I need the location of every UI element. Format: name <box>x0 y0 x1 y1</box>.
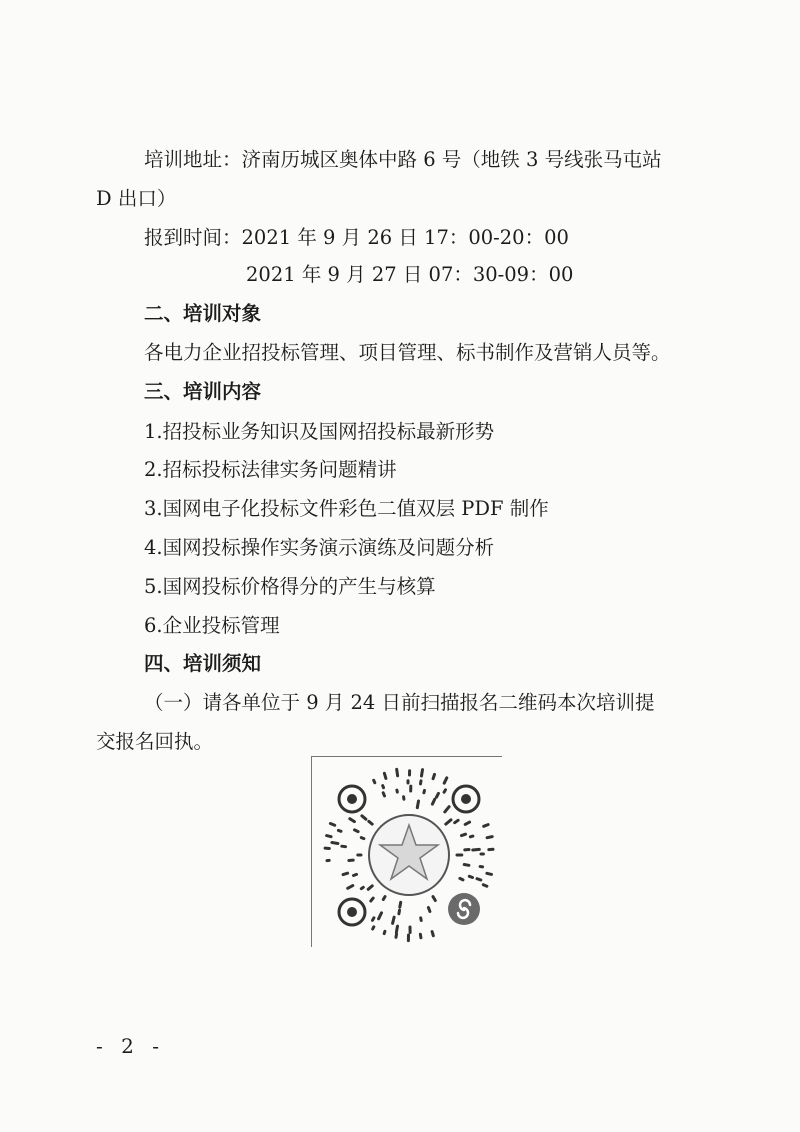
qr-ray <box>368 886 372 889</box>
finder-top-right <box>453 786 479 812</box>
qr-ray <box>470 836 473 837</box>
content-item-5: 5.国网投标价格得分的产生与核算 <box>144 575 436 598</box>
qr-ray <box>397 769 398 776</box>
training-address-line: 培训地址：济南历城区奥体中路 6 号（地铁 3 号线张马屯站 <box>144 148 662 171</box>
qr-ray <box>330 824 334 826</box>
qr-ray <box>393 917 395 923</box>
qr-ray <box>379 913 382 919</box>
mini-program-code-icon <box>311 756 502 947</box>
qr-ray <box>444 790 445 792</box>
qr-ray <box>422 770 423 776</box>
registration-time-line: 报到时间：2021 年 9 月 26 日 17：00-20：00 <box>144 226 569 249</box>
qr-ray <box>464 865 469 866</box>
qr-ray <box>361 887 363 888</box>
qr-ray <box>396 926 397 932</box>
qr-ray <box>332 843 338 844</box>
qr-ray <box>469 876 472 877</box>
qr-ray <box>460 878 463 880</box>
qr-ray <box>348 886 353 889</box>
qr-ray <box>462 834 466 835</box>
qr-ray <box>420 934 421 938</box>
qr-ray <box>354 874 357 875</box>
qr-ray <box>432 932 433 936</box>
qr-ray <box>362 816 366 819</box>
qr-ray <box>396 934 397 937</box>
section-heading-training-notice: 四、培训须知 <box>144 652 262 675</box>
qr-ray <box>417 801 418 808</box>
qr-ray <box>327 836 332 837</box>
qr-ray <box>384 773 386 778</box>
qr-ray <box>432 799 434 804</box>
training-address-continuation: D 出口） <box>96 187 177 210</box>
qr-ray <box>446 820 451 824</box>
qr-ray <box>421 918 422 921</box>
training-target-text: 各电力企业招投标管理、项目管理、标书制作及营销人员等。 <box>144 341 671 364</box>
qr-ray <box>487 837 492 838</box>
qr-ray <box>428 908 430 912</box>
section-heading-training-target: 二、培训对象 <box>144 302 262 325</box>
qr-ray <box>437 793 439 797</box>
qr-ray <box>465 822 469 824</box>
qr-ray <box>444 778 447 783</box>
qr-ray <box>383 793 384 796</box>
notice-item-1: （一）请各单位于 9 月 24 日前扫描报名二维码本次培训提 <box>144 691 655 714</box>
qr-ray <box>445 807 449 812</box>
finder-top-left <box>339 786 365 812</box>
qr-ray <box>342 846 346 847</box>
qr-ray <box>484 825 488 827</box>
qr-ray <box>473 849 480 850</box>
content-item-1: 1.招投标业务知识及国网招投标最新形势 <box>144 420 495 443</box>
qr-ray <box>383 786 384 788</box>
page-number: - 2 - <box>96 1034 165 1058</box>
content-item-2: 2.招标投标法律实务问题精讲 <box>144 458 397 481</box>
qr-ray <box>371 898 373 901</box>
qr-ray <box>424 790 425 792</box>
qr-ray <box>373 927 374 929</box>
qr-ray <box>383 897 385 900</box>
finder-bottom-left <box>339 899 365 925</box>
qr-ray <box>421 781 422 784</box>
qr-ray <box>399 910 400 914</box>
qr-ray <box>350 819 355 822</box>
qr-ray <box>369 821 372 824</box>
qr-ray <box>384 931 385 933</box>
qr-graphic <box>312 757 502 947</box>
qr-ray <box>373 918 374 921</box>
content-item-3: 3.国网电子化投标文件彩色二值双层 PDF 制作 <box>144 497 549 520</box>
content-item-4: 4.国网投标操作实务演示演练及问题分析 <box>144 536 495 559</box>
registration-time-second-line: 2021 年 9 月 27 日 07：30-09：00 <box>246 263 574 286</box>
qr-ray <box>343 873 348 874</box>
section-heading-training-content: 三、培训内容 <box>144 380 262 403</box>
qr-ray <box>338 830 341 831</box>
qr-ray <box>477 879 481 880</box>
notice-item-1-continuation: 交报名回执。 <box>96 730 214 753</box>
qr-ray <box>433 774 434 778</box>
qr-ray <box>400 902 401 907</box>
qr-ray <box>483 885 487 887</box>
qr-ray <box>433 897 435 901</box>
content-item-6: 6.企业投标管理 <box>144 614 280 637</box>
qr-ray <box>455 820 458 822</box>
qr-ray <box>355 830 359 832</box>
qr-ray <box>361 838 364 839</box>
qr-ray <box>374 780 375 782</box>
mini-program-logo-icon <box>448 893 480 925</box>
qr-ray <box>487 873 492 874</box>
